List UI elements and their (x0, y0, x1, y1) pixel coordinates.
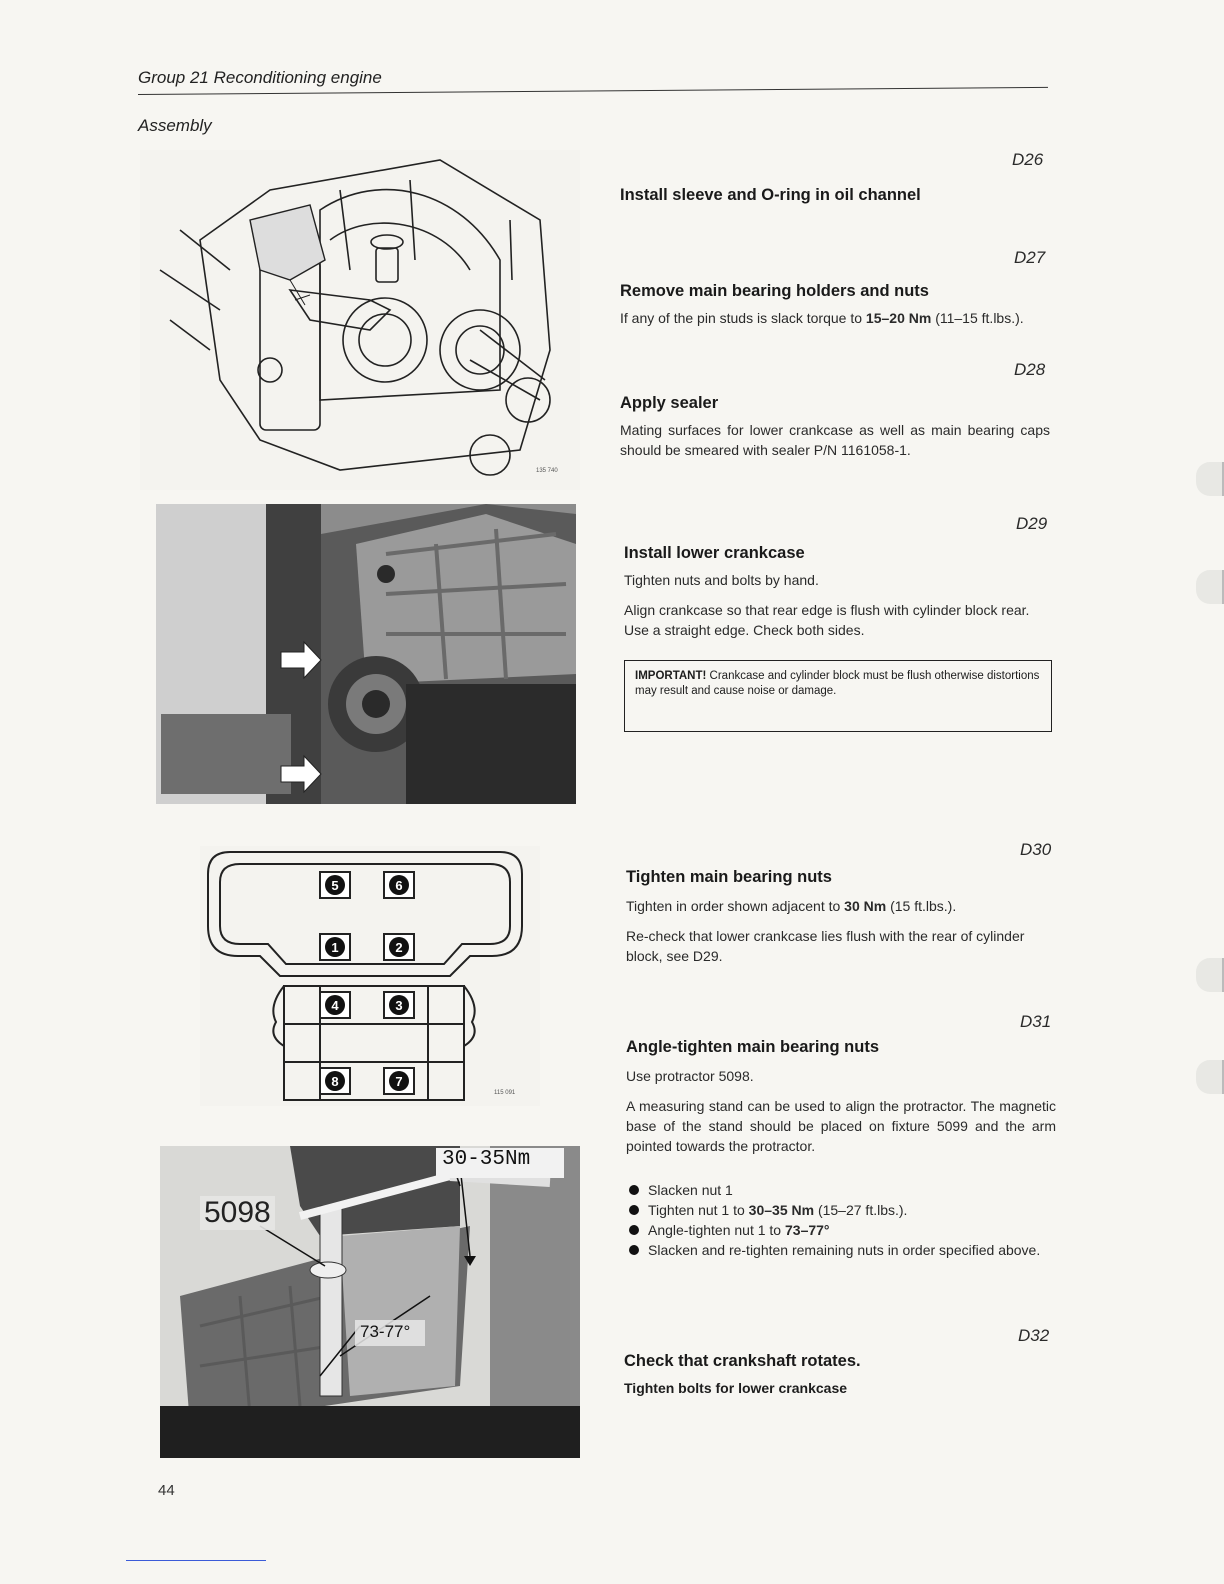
step-text-d30-p2: Re-check that lower crankcase lies flush with the rear of cylinder block, see D29. (626, 928, 1025, 964)
figure-tightening-order-diagram (200, 846, 540, 1106)
d30-torque: 30 Nm (844, 898, 887, 914)
bullet-2-text-a: Tighten nut 1 to (648, 1202, 749, 1218)
nut-label-6: 6 (395, 878, 403, 893)
bullet-3-angle: 73–77° (785, 1222, 830, 1238)
torque-label: 30-35Nm (442, 1148, 531, 1171)
bullet-2-torque: 30–35 Nm (748, 1202, 815, 1218)
d30-text-b: (15 ft.lbs.). (886, 898, 957, 914)
step-subtitle-d32: Tighten bolts for lower crankcase (624, 1380, 848, 1396)
step-title-d26: Install sleeve and O-ring in oil channel (620, 186, 921, 204)
nut-label-1: 1 (331, 940, 339, 955)
step-code-d26: D26 (1012, 150, 1044, 169)
step-code-d32: D32 (1018, 1326, 1050, 1345)
bullet-item (626, 1180, 1056, 1200)
step-title-d32: Check that crankshaft rotates. (624, 1352, 861, 1370)
footer-line (126, 1560, 266, 1561)
step-code-d29: D29 (1016, 514, 1048, 533)
step-code-d27: D27 (1014, 248, 1046, 267)
figure-code: 135 740 (536, 468, 558, 474)
step-text-d29-p2: Align crankcase so that rear edge is flush with cylinder block rear. Use a straight edge. Check both sides. (624, 602, 1030, 638)
step-code-d31: D31 (1020, 1012, 1052, 1031)
step-title-d31: Angle-tighten main bearing nuts (626, 1038, 880, 1056)
figure-crankcase-photo (156, 504, 576, 804)
header-rule (138, 87, 1048, 95)
tool-label-5098: 5098 (200, 1196, 275, 1230)
nut-label-3: 3 (395, 998, 403, 1013)
bullet-item (626, 1200, 1056, 1220)
figure-engine-line-drawing (140, 150, 580, 490)
binder-hole-mark (1196, 570, 1224, 604)
important-label: IMPORTANT! (635, 670, 707, 682)
page-number: 44 (158, 1482, 175, 1499)
crankcase-photo-svg (156, 504, 576, 804)
bullet-4-text: Slacken and re-tighten remaining nuts in order specified above. (648, 1242, 1041, 1258)
step-code-d28: D28 (1014, 360, 1046, 379)
important-text: Crankcase and cylinder block must be flush otherwise distortions may result and cause noise or damage. (635, 670, 1040, 697)
nut-label-8: 8 (331, 1074, 339, 1089)
step-text-d31-p2: A measuring stand can be used to align the protractor. The magnetic base of the stand should be placed on fixture 5099 and the arm pointed towards the protractor. (626, 1098, 1056, 1154)
nut-label-4: 4 (331, 998, 339, 1013)
angle-label: 73-77° (360, 1322, 411, 1341)
d27-text-b: (11–15 ft.lbs.). (931, 310, 1024, 326)
step-title-d30: Tighten main bearing nuts (626, 868, 832, 886)
binder-hole-mark (1196, 1060, 1224, 1094)
step-text-d27 (620, 308, 1030, 328)
step-title-d27: Remove main bearing holders and nuts (620, 282, 929, 300)
step-text-d29-p1: Tighten nuts and bolts by hand. (624, 572, 819, 588)
figure-protractor-photo (160, 1146, 580, 1458)
step-d31-bullets (626, 1180, 1056, 1260)
engine-drawing-svg (140, 150, 580, 490)
step-code-d30: D30 (1020, 840, 1052, 859)
step-text-d28: Mating surfaces for lower crankcase as well as main bearing caps should be smeared with sealer P/N 1161058-1. (620, 422, 1050, 458)
step-text-d31-p1: Use protractor 5098. (626, 1068, 754, 1084)
section-title: Assembly (138, 116, 212, 135)
diagram-code: 115 091 (494, 1090, 516, 1096)
bullet-item (626, 1220, 1056, 1240)
nut-label-5: 5 (331, 878, 339, 893)
nut-label-2: 2 (395, 940, 403, 955)
d27-text-a: If any of the pin studs is slack torque to (620, 310, 866, 326)
step-title-d28: Apply sealer (620, 394, 719, 412)
binder-hole-mark (1196, 462, 1224, 496)
nut-label-7: 7 (395, 1074, 403, 1089)
tightening-diagram-svg (200, 846, 540, 1106)
d27-torque: 15–20 Nm (865, 310, 932, 326)
binder-hole-mark (1196, 958, 1224, 992)
d30-text-a: Tighten in order shown adjacent to (626, 898, 845, 914)
step-title-d29: Install lower crankcase (624, 544, 805, 562)
bullet-2-text-b: (15–27 ft.lbs.). (814, 1202, 908, 1218)
important-notice-box (624, 660, 1052, 732)
bullet-item (626, 1240, 1056, 1260)
step-text-d30-p1 (626, 896, 1056, 916)
running-header: Group 21 Reconditioning engine (138, 68, 382, 87)
protractor-photo-svg (160, 1146, 580, 1458)
bullet-1-text: Slacken nut 1 (648, 1182, 733, 1198)
bullet-3-text-a: Angle-tighten nut 1 to (648, 1222, 785, 1238)
